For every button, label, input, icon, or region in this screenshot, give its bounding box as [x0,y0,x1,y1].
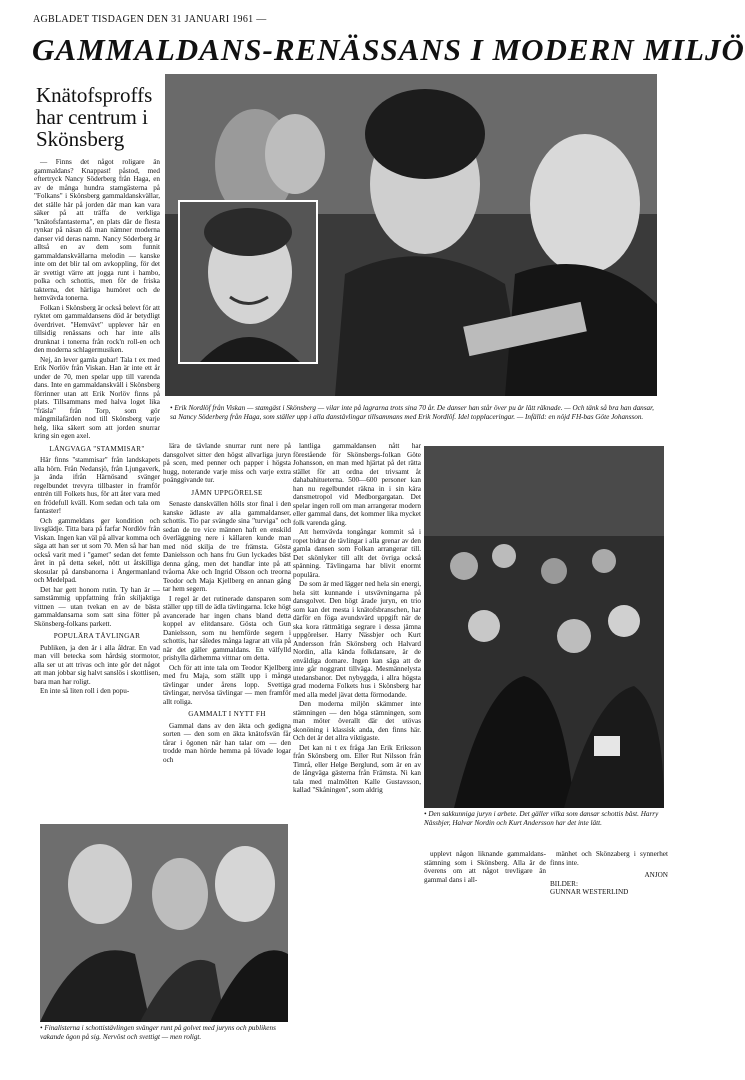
inset-photo [178,200,318,364]
dateline: AGBLADET TISDAGEN DEN 31 JANUARI 1961 — [33,14,267,25]
col2-section-paragraph-2: I regel är det rutinerade dansparen som ställer upp till de ädla tävlingarna. Icke högt avancerade har ingen chans bland detta koppel av elitdansare. Gösta och Gun Danielsson, som nu hemförde segern i schottis, har således många lagrar att vila på när det gäller gammaldans. En välfylld prishylla därhemma vittnar om detta. [163,594,291,662]
article-column-2 [163,442,291,842]
section-heading-jamn: JÄMN UPPGÖRELSE [191,488,263,497]
article-column-4 [424,850,546,890]
col1-section2-paragraph-2: En inte så liten roll i den popu- [40,687,130,695]
photo-credit-label: BILDER: [550,879,578,888]
finalists-image [40,824,288,1022]
col3-paragraph-1: lantliga gammaldansen nått har förestående för Skönsbergs-folkan Göte Johansson, en man med hjärtat på det rätta stället för att ordna det trivsamt åt dahabahitueterna. 500—600 personer kan han nu regelbundet räkna in i sin kära dansmetropol vid Medborgargatan. Det spelar ingen roll om man arrangerar modern eller gammal dans, det kommer lika mycket folk varenda gång. [293,442,421,527]
col3-paragraph-5: Det kan ni t ex fråga Jan Erik Eriksson från Skönsberg om. Eller Rut Nilsson från Timrå, eller Helge Berglund, som är en av de långväga gästerna från Främsta. Ni kan tala med malmölten Kalle Gustavsson, kallad "Skåningen", som aldrig [293,743,421,794]
article-column-3 [293,442,421,912]
col1-section2-paragraph-1: Publiken, ja den är i alla åldrar. En vad man vill betecka som hårdsig stormotor, alla ser ut att trivas och inte gör det något att man jobbar sig halvt sanslös i skottlisen, bara man har roligt. [34,643,160,686]
col3-paragraph-2: Att hemvävda tongångar kommit så i ropet bidrar de tävlingar i alla grenar av den gamla dansen som Folkan arrangerar till. Det skönlyker till allt det övriga också spänning. Tävlingarna har blivit enormt populära. [293,528,421,579]
article-column-5 [550,850,668,910]
col1-paragraph-3: Nej, än lever gamla gubar! Tala t ex med Erik Norlöv från Viskan. Han är inte ett år under de 70, men spelar upp till varenda dans. Inte en gammaldanskväll i Skönsberg förrinner utan att Erik Norlöv finns på plats. Tillsammans med halva loget lika "fräsla" från Torp, som gör mångmilafärden nod till Skönsberg varje helg, lika säkert som att jorden snurrar kring sin egen axel. [34,355,160,440]
photographer: GUNNAR WESTERLIND [550,888,629,896]
col1-section-paragraph-2: Och gammeldans ger kondition och livsglädje. Titta bara på farfar Nordlöv från Viskan. Ingen kan väl på allvar komma och säga att han ser ut som 70. Men så har han också varit med i "gamet" sedan det femte året in på detta sekel, nött ut åtskilliga skosular på dansbanorna i Ångermanland och Medelpad. [34,516,160,584]
col1-paragraph-1: — Finns det något roligare än gammaldans? Knappast! påstod, med eftertryck Nancy Söderberg från Haga, en av de många hundra stamgästerna på "Folkans" i Skönsberg gammaldanskvällar, det ställe här på jorden där man kan vara säker på att träffa de verkliga "knätofsfantasterna", en plats där de flesta rynkar på näsan då man nämner moderna danser vid deras namn. Nancy Söderberg är alltså en av dem som funnit gammaldanskvällarna melodin — kanske inte om det blir tal om avkoppling, för det är svettigt värre att jogga runt i hambo, polka och schottis, men för de friska takterna, det härliga humöret och de hemvävda tonerna. [34,158,160,302]
section-heading-gammalt: GAMMALT I NYTT FH [188,710,266,718]
col2-section-paragraph-1: Senaste danskvällen hölls stor final i den kanske ädlaste av alla gammaldanser, schottis. Tio par svängde sina "turviga" och sedan de tre vice männen haft en enskild överläggning nere i källaren kunde man med nöd skilja de tre främsta. Gösta Danielsson och hans fru Gun lyckades bäst denna gång, men det handlar inte på att tvåorna Ake och Ingrid Olsson och treorna Teodor och Maja Kjellberg en annan gång tar hem segern. [163,500,291,593]
finalists-photo-caption: • Finalisterna i schottistävlingen svänger runt på golvet med juryns och publikens vakande ögon på sig. Nervöst och svettigt — men roligt. [40,1024,276,1041]
col3-paragraph-4: Den moderna miljön skämmer inte stämningen — den höga stämningen, som man möter överallt där det utövas skonöning i klassisk anda, den finns här. Och det är det allra viktigaste. [293,700,421,742]
col5-paragraph-1: mänhet och Skönzaberg i synnerhet finns inte. [550,850,668,867]
col2-paragraph-1: lära de tävlande snurrar runt nere på dansgolvet sitter den högst allvarliga juryn på scen, med penner och papper i högsta hugg, noterande varje miss och varje extra poänggivande tur. [163,442,291,484]
col2-section-paragraph-3: Och för att inte tala om Teodor Kjellberg med fru Maja, som ställt upp i många tävlingar under årens lopp. Svettiga tävlingar, nervösa tävlingar — men framför allt roliga. [163,663,291,706]
article-column-1 [34,158,160,812]
col3-paragraph-3: De som är med lägger ned hela sin energi, hela sitt kunnande i utsvävningarna på dansgolvet. Den högt ärade juryn, en trio som kan det mesta i knätofsbranschen, har därför en föga avundsvärd uppgift när de ska kora rättmätiga segrare i dessa jämna uppgörelser. Harry Nässbjer och Kurt Andersson från Skönsberg och Halvard Nordin, alla kända folkdansare, är de envåldiga domare. Ingen kan säga att de inte går noggrant tillväga. Mesmännelysta utedansbanor. Det nybyggda, i allra högsta grad moderna Folkets hus i Skönsberg har med alla medel jävat detta förmodande. [293,580,421,699]
section-heading-tavlingar: POPULÄRA TÄVLINGAR [53,632,141,640]
headline: GAMMALDANS-RENÄSSANS I MODERN MILJÖ [32,32,745,67]
inset-portrait-image [180,202,316,362]
byline: ANJON [644,871,668,879]
main-photo-caption: • Erik Nordlöf från Viskan — stamgäst i Skönsberg — vilar inte på lagrarna trots sina 70 år. De danser han står över pu är lätt räknade. — Och tänk så bra han dansar, sa Nancy Söderberg från Haga, som ställer upp i alla danstävlingar tillsammans med Erik Nordlöf. Idel topplaceringar. — Infälld: en nöjd FH-bas Göte Johansson. [170,404,654,421]
col2-section2-paragraph-1: Gammal dans av den äkta och gedigna sorten — den som en äkta knätofsvän får tårar i ögonen när han talar om — den trodde man hörde hemma på lövade logar och [163,721,291,764]
col1-section-paragraph-1: Här finns "stammisar" från landskapets alla hörn. Från Nedansjö, från Ljungaverk, ja ända ifrån Härnösand svänger regelbundet trevyra tillbaster in framför entrén till Folkets hus, för att åter vara med en frödefull kväll. Kom sedan och tala om fantaster! [34,456,160,515]
section-heading-stammisar: LÅNGVAGA "STAMMISAR" [49,444,145,453]
jury-photo [424,446,664,808]
finalists-photo [40,824,288,1022]
jury-photo-caption: • Den sakkunniga juryn i arbete. Det gäller vilka som dansar schottis bäst. Harry Nässbjer, Halvar Nordin och Kurt Andersson har det inte lätt. [424,810,659,827]
col1-paragraph-2: Folkan i Skönsberg är också belevt för att ryktet om gammaldansens död är betydligt överdrivet. "Hemvävt" upplever här en tillsidig renässans och har inte alls drunknat i tonerna från rock'n roll-en och den moderna schlagermusiken. [34,303,160,354]
col1-section-paragraph-3: Det har gett honom rutin. Ty han är — samstämmig uppfattning från skiljaktiga vittnen — utan tvekan en av de bästa gammaldansarna som satt sina fötter på Skönsberg-folkans parkett. [34,585,160,628]
jury-image [424,446,664,808]
col4-paragraph-1: upplevt någon liknande gammaldans-stämning som i Skönsberg. Alla är de överens om att något trevligare än gammal dans i all- [424,850,546,884]
subhead: Knätofsproffs har centrum i Skönsberg [36,83,153,151]
